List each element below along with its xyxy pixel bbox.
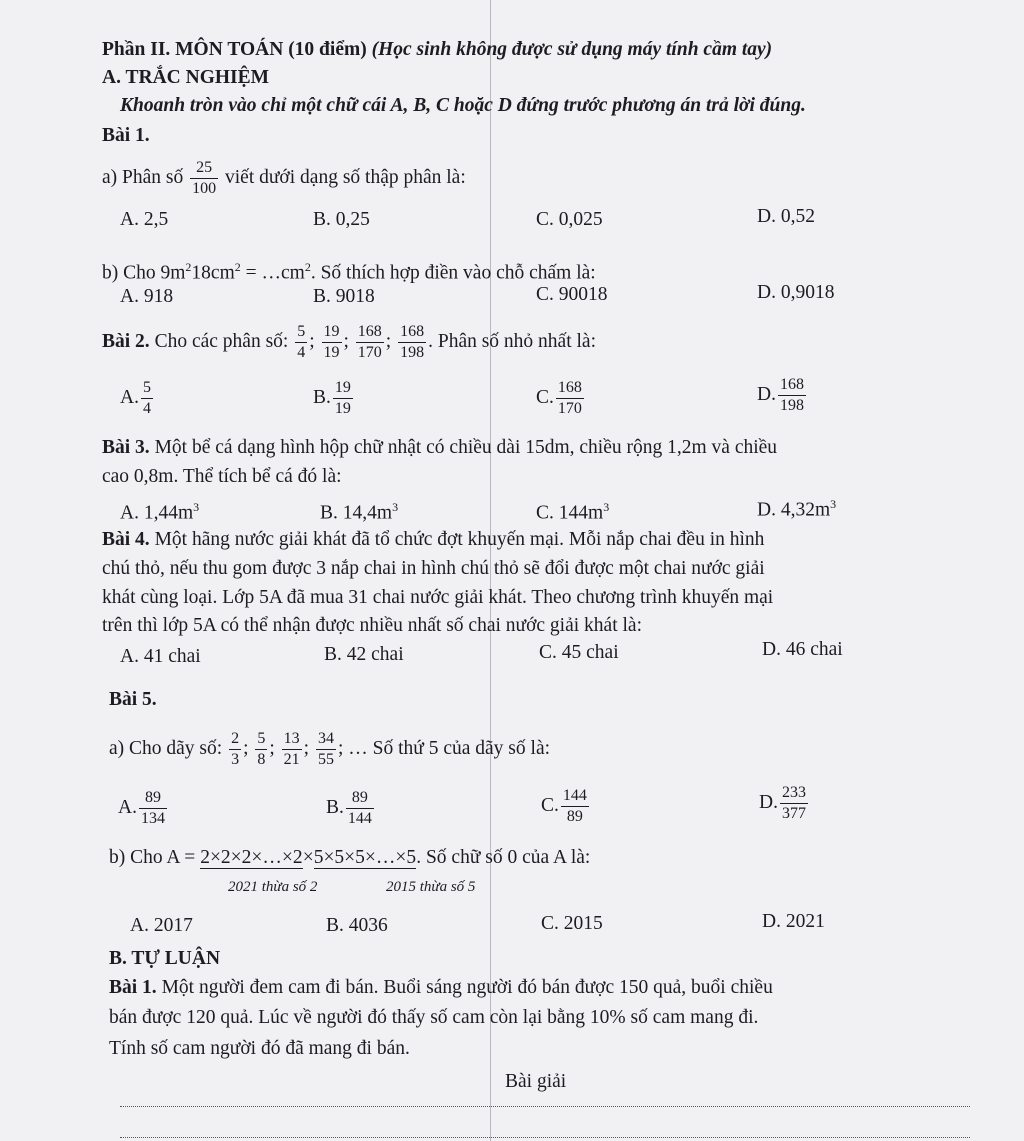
essay-line2: bán được 120 quả. Lúc về người đó thấy số cam còn lại bằng 10% số cam mang đi. (109, 1007, 759, 1028)
fraction-numerator: 19 (333, 380, 353, 399)
essay-line3: Tính số cam người đó đã mang đi bán. (109, 1038, 410, 1059)
bai2-option-a (120, 380, 155, 417)
bai5a-question (109, 731, 550, 768)
essay-line1 (109, 976, 773, 1000)
bai1b-eq: = …cm (240, 262, 305, 284)
sequence-fraction (229, 731, 241, 768)
superscript: 3 (830, 497, 837, 511)
bai2-option-c (536, 380, 586, 417)
bai1a-option-a: A. 2,5 (120, 209, 169, 230)
superscript: 3 (392, 500, 399, 514)
fraction-denominator: 170 (357, 344, 382, 361)
times-sign: × (302, 847, 314, 868)
fraction-numerator: 25 (190, 160, 218, 179)
option-label: C. (541, 794, 559, 816)
bai5b-option-b: B. 4036 (326, 915, 388, 936)
superscript: 3 (603, 500, 610, 514)
bai5b-option-d: D. 2021 (762, 911, 825, 932)
fraction-numerator: 5 (141, 380, 153, 399)
option-fraction (139, 790, 167, 827)
fraction-numerator: 168 (356, 324, 384, 343)
bai5b-option-c: C. 2015 (541, 913, 603, 934)
bai5b-suffix: . Số chữ số 0 của A là: (416, 847, 591, 868)
bai1b-mid: 18cm (191, 262, 235, 284)
bai2-prefix: Cho các phân số: (154, 330, 289, 352)
fraction-denominator: 377 (781, 805, 806, 822)
bai2-fraction (322, 324, 342, 361)
bai5a-option-a (118, 790, 169, 827)
bai1a-prefix: a) Phân số (102, 166, 184, 188)
fraction-numerator: 168 (398, 324, 426, 343)
bai5a-prefix: a) Cho dãy số: (109, 737, 223, 759)
fraction-numerator: 5 (255, 731, 267, 750)
fraction-numerator: 19 (322, 324, 342, 343)
bai1b-option-a: A. 918 (120, 286, 174, 307)
bai3-line2: cao 0,8m. Thể tích bể cá đó là: (102, 466, 342, 487)
bai1b-prefix: b) Cho 9m (102, 262, 186, 284)
bai5b-prefix: b) Cho A = (109, 847, 201, 868)
bai4-option-b: B. 42 chai (324, 644, 404, 665)
fraction-denominator: 8 (257, 751, 266, 768)
option-text: A. 1,44m (120, 502, 194, 524)
bai2-fraction (398, 324, 426, 361)
bai5b-option-a: A. 2017 (130, 915, 193, 936)
option-label: B. (313, 386, 331, 408)
bai3-title: Bài 3. (102, 437, 150, 458)
bai1b-option-d: D. 0,9018 (757, 282, 835, 303)
essay-text: Một người đem cam đi bán. Buổi sáng người đó bán được 150 quả, buổi chiều (161, 977, 773, 998)
bai1a-option-c: C. 0,025 (536, 209, 603, 230)
bai4-option-d: D. 46 chai (762, 639, 843, 660)
separator: ; (303, 737, 310, 759)
bai4-text: Một hãng nước giải khát đã tổ chức đợt khuyến mại. Mỗi nắp chai đều in hình (154, 529, 765, 550)
bai1a-option-b: B. 0,25 (313, 209, 370, 230)
bai3-option-d (757, 492, 836, 523)
option-fraction (346, 790, 374, 827)
option-label: A. (118, 796, 137, 818)
bai1b-option-b: B. 9018 (313, 286, 375, 307)
fraction-denominator: 198 (400, 344, 425, 361)
option-label: D. (757, 383, 776, 405)
separator: ; (385, 330, 392, 352)
part-title: Phần II. MÔN TOÁN (10 điểm) (102, 39, 367, 60)
fraction-numerator: 5 (295, 324, 307, 343)
option-fraction (561, 788, 589, 825)
fraction-denominator: 4 (297, 344, 306, 361)
product-group-5: 5×5×5×…×5 (313, 847, 417, 868)
bai3-option-a (120, 495, 199, 526)
bai4-line4: trên thì lớp 5A có thể nhận được nhiều nhất số chai nước giải khát là: (102, 615, 642, 636)
bai1a-option-d: D. 0,52 (757, 206, 815, 227)
fraction-denominator: 198 (779, 397, 804, 414)
fraction-denominator: 89 (566, 808, 583, 825)
bai4-option-c: C. 45 chai (539, 642, 619, 663)
option-label: D. (759, 791, 778, 813)
bai5b-question (109, 846, 590, 870)
option-fraction (556, 380, 584, 417)
fraction-numerator: 89 (346, 790, 374, 809)
fraction-denominator: 19 (334, 400, 351, 417)
product-group-2: 2×2×2×…×2 (200, 847, 303, 868)
bai5a-option-b (326, 790, 376, 827)
bai2-option-d (757, 377, 808, 414)
fraction-numerator: 13 (282, 731, 302, 750)
fraction-numerator: 89 (139, 790, 167, 809)
option-text: B. 14,4m (320, 502, 393, 524)
section-b-title: B. TỰ LUẬN (109, 948, 221, 969)
bai5a-option-d (759, 785, 810, 822)
bai2-suffix: . Phân số nhỏ nhất là: (428, 330, 596, 352)
fraction-denominator: 19 (323, 344, 340, 361)
bai4-line3: khát cùng loại. Lớp 5A đã mua 31 chai nước giải khát. Theo chương trình khuyến mại (102, 587, 774, 608)
fraction-denominator: 4 (142, 400, 151, 417)
superscript: 2 (234, 260, 241, 274)
superscript: 3 (193, 500, 200, 514)
separator: ; (243, 737, 249, 759)
section-a-title: A. TRẮC NGHIỆM (102, 67, 270, 88)
bai4-line1 (102, 528, 764, 552)
option-text: C. 144m (536, 502, 604, 524)
option-fraction (333, 380, 353, 417)
option-label: C. (536, 386, 554, 408)
sequence-fraction (255, 731, 267, 768)
fraction-denominator: 55 (317, 751, 334, 768)
superscript: 2 (304, 260, 311, 274)
separator: ; (343, 330, 349, 352)
bai1-title: Bài 1. (102, 125, 150, 146)
bai5a-option-c (541, 788, 591, 825)
bai4-option-a: A. 41 chai (120, 646, 201, 667)
bai4-title: Bài 4. (102, 529, 150, 550)
fraction-numerator: 144 (561, 788, 589, 807)
bai1a-question (102, 160, 466, 197)
sequence-fraction (316, 731, 336, 768)
brace-label-2: 2021 thừa số 2 (228, 879, 318, 895)
bai2-option-b (313, 380, 355, 417)
superscript: 2 (185, 260, 192, 274)
instruction: Khoanh tròn vào chỉ một chữ cái A, B, C hoặc D đứng trước phương án trả lời đúng. (120, 95, 806, 116)
bai3-option-c (536, 495, 609, 526)
fraction-denominator: 170 (557, 400, 582, 417)
fraction-denominator: 21 (283, 751, 300, 768)
fraction-numerator: 34 (316, 731, 336, 750)
fraction-numerator: 2 (229, 731, 241, 750)
solution-label: Bài giải (505, 1071, 567, 1092)
option-label: A. (120, 386, 139, 408)
bai2-title: Bài 2. (102, 330, 150, 352)
answer-dotted-line (120, 1106, 970, 1107)
fraction-numerator: 168 (556, 380, 584, 399)
fraction-denominator: 3 (231, 751, 240, 768)
fraction-numerator: 233 (780, 785, 808, 804)
fraction-denominator: 144 (347, 810, 372, 827)
option-label: B. (326, 796, 344, 818)
separator: ; (309, 330, 315, 352)
option-fraction (141, 380, 153, 417)
separator: ; (269, 737, 275, 759)
bai2-fraction (356, 324, 384, 361)
part-note: (Học sinh không được sử dụng máy tính cầm tay) (371, 39, 773, 60)
bai1b-suffix: . Số thích hợp điền vào chỗ chấm là: (310, 262, 596, 284)
option-fraction (780, 785, 808, 822)
fraction-denominator: 100 (192, 180, 217, 197)
part-heading (102, 38, 772, 62)
brace-label-5: 2015 thừa số 5 (386, 879, 476, 895)
fraction-denominator: 134 (140, 810, 165, 827)
answer-dotted-line (120, 1137, 970, 1138)
essay-bai1-title: Bài 1. (109, 977, 157, 998)
bai3-option-b (320, 495, 398, 526)
bai1b-question (102, 255, 596, 286)
fraction-numerator: 168 (778, 377, 806, 396)
bai5a-suffix: ; … Số thứ 5 của dãy số là: (337, 737, 551, 759)
bai1b-option-c: C. 90018 (536, 284, 608, 305)
bai5-title: Bài 5. (109, 689, 157, 710)
bai2-fraction (295, 324, 307, 361)
bai4-line2: chú thỏ, nếu thu gom được 3 nắp chai in hình chú thỏ sẽ đổi được một chai nước giải (102, 558, 765, 579)
option-text: D. 4,32m (757, 499, 831, 521)
bai1a-fraction (190, 160, 218, 197)
sequence-fraction (282, 731, 302, 768)
bai3-text: Một bể cá dạng hình hộp chữ nhật có chiều dài 15dm, chiều rộng 1,2m và chiều (154, 437, 778, 458)
bai2-question (102, 324, 596, 361)
option-fraction (778, 377, 806, 414)
bai3-line1 (102, 436, 777, 460)
bai1a-suffix: viết dưới dạng số thập phân là: (225, 166, 466, 188)
